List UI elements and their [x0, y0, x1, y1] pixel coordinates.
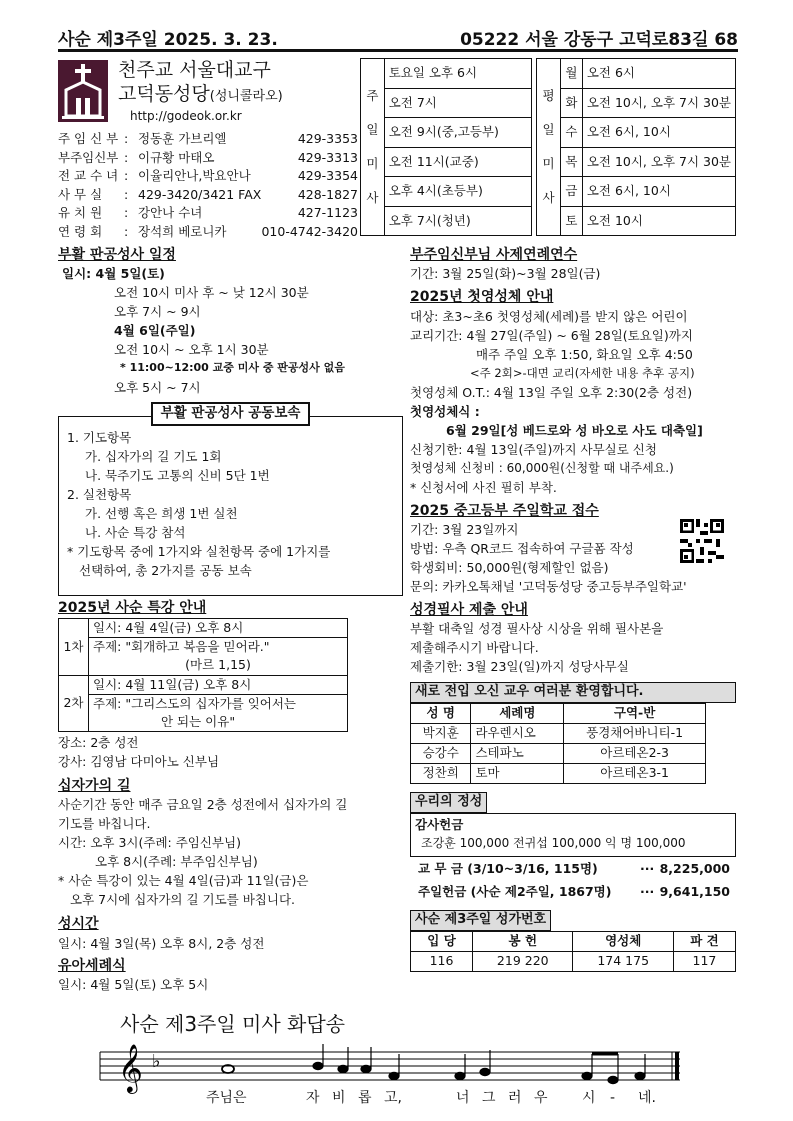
hymns-title: 사순 제3주일 성가번호 [410, 910, 551, 931]
hymn-number: 174 175 [573, 951, 673, 971]
church-logo-icon [58, 60, 108, 122]
psalm-title: 사순 제3주일 미사 화답송 [120, 1012, 345, 1036]
lecture-date: 일시: 4월 11일(금) 오후 8시 [89, 675, 348, 694]
parish-logo [58, 60, 108, 122]
svg-text:𝄞: 𝄞 [118, 1043, 143, 1092]
newcomers-cell: 스테파노 [471, 744, 564, 764]
penance-line: 나. 묵주기도 고통의 신비 5단 1번 [85, 467, 270, 483]
weekday-day: 금 [560, 177, 582, 207]
newcomers-table [410, 703, 706, 784]
weekday-time: 오전 6시 [582, 59, 735, 89]
stations-line: 시간: 오후 3시(주례: 주임신부님) [58, 835, 241, 851]
stations-line: * 사순 특강이 있는 4월 4일(금)과 11일(금)은 [58, 873, 309, 889]
colon: : [124, 205, 129, 220]
table-row [411, 764, 706, 784]
confession-line: 4월 6일(주일) [114, 323, 196, 339]
penance-line: * 기도항목 중에 1가지와 실천항목 중에 1가지를 [67, 543, 331, 559]
hymn-header: 파 견 [673, 931, 735, 951]
ss-line: 문의: 카카오톡채널 '고덕동성당 중고등부주일학교' [410, 578, 687, 594]
sunday-offering-value: 9,641,150 [659, 883, 730, 899]
penance-box [58, 416, 403, 596]
lecture-ref: (마르 1,15) [89, 656, 348, 675]
table-row [411, 724, 706, 744]
staff-phone: 429-3354 [297, 168, 358, 183]
bulletin-date: 사순 제3주일 2025. 3. 23. [58, 30, 278, 50]
hymn-header: 영성체 [573, 931, 673, 951]
penance-line: 2. 실천항목 [67, 486, 132, 502]
newcomers-header: 구역-반 [564, 704, 706, 724]
psalm-score [60, 1010, 740, 1110]
lyric-syllable: 고, [384, 1090, 402, 1106]
newcomers-cell: 아르테온2-3 [564, 744, 706, 764]
tithe-label: 교 무 금 (3/10~3/16, 115명) [418, 860, 598, 876]
stations-title: 십자가의 길 [58, 777, 131, 794]
staff-row [58, 167, 358, 186]
ss-line: 방법: 우측 QR코드 접속하여 구글폼 작성 [410, 540, 634, 556]
colon: : [124, 149, 129, 165]
holy-hour-line: 일시: 4월 3일(목) 오후 8시, 2층 성전 [58, 935, 265, 951]
weekday-day: 토 [560, 206, 582, 236]
lecture-table [58, 618, 348, 732]
weekday-time: 오전 6시, 10시 [582, 118, 735, 148]
fc-line: 매주 주일 오후 1:50, 화요일 오후 4:50 [476, 346, 693, 362]
thanks-title: 감사헌금 [415, 816, 464, 832]
sunday-school-title: 2025 중고등부 주일학교 접수 [410, 502, 599, 519]
lyric-syllable: - [610, 1090, 616, 1106]
retreat-line: 기간: 3월 25일(화)~3월 28일(금) [410, 266, 601, 282]
hymn-number: 219 220 [473, 951, 573, 971]
fc-line: 첫영성체식 : [410, 403, 480, 419]
baptism-line: 일시: 4월 5일(토) 오후 5시 [58, 976, 209, 992]
baptism-title: 유아세례식 [58, 957, 126, 974]
newcomers-header: 세례명 [471, 704, 564, 724]
staff-phone: 010-4742-3420 [261, 223, 358, 239]
weekday-mass-label: 평 일 미 사 [537, 59, 561, 236]
offering-title: 우리의 정성 [410, 792, 487, 813]
parish-name: 고덕동성당 [118, 83, 210, 105]
newcomers-header: 성 명 [411, 704, 471, 724]
sunday-offering-label: 주일헌금 (사순 제2주일, 1867명) [418, 883, 612, 899]
penance-line: 가. 십자가의 길 기도 1회 [85, 448, 222, 464]
weekday-day: 목 [560, 147, 582, 177]
first-communion-title: 2025년 첫영성체 안내 [410, 289, 554, 306]
bible-line: 제출해주시기 바랍니다. [410, 640, 539, 656]
qr-code-icon[interactable] [680, 519, 724, 563]
newcomers-cell: 아르테온3-1 [564, 764, 706, 784]
confession-line: 일시: 4월 5일(토) [62, 266, 165, 282]
staff-phone: 427-1123 [297, 205, 358, 220]
penance-title: 부활 판공성사 공동보속 [151, 402, 311, 426]
lecture-topic: 주제: "회개하고 복음을 믿어라." [89, 638, 348, 657]
fc-line: 첫영성체 신청비 : 60,000원(신청할 때 내주세요.) [410, 460, 674, 475]
newcomers-cell: 정찬희 [411, 764, 471, 784]
sunday-mass-time: 토요일 오후 6시 [384, 59, 531, 89]
hymn-header: 입 당 [411, 931, 473, 951]
mass-schedule [360, 58, 736, 236]
staff-row [58, 149, 358, 168]
ss-line: 기간: 3월 23일까지 [410, 521, 519, 537]
tithe-value: 8,225,000 [659, 860, 730, 876]
confession-line: * 11:00~12:00 교중 미사 중 판공성사 없음 [120, 361, 345, 375]
lecture-title: 2025년 사순 특강 안내 [58, 599, 207, 616]
newcomers-title: 새로 전입 오신 교우 여러분 환영합니다. [410, 682, 736, 703]
confession-line: 오후 5시 ~ 7시 [114, 380, 201, 396]
staff-list [58, 130, 358, 241]
staff-name: 정동훈 가브리엘 [138, 131, 227, 146]
confession-line: 오전 10시 ~ 오후 1시 30분 [114, 342, 269, 358]
lecture-label: 2차 [59, 675, 89, 731]
staff-row [58, 223, 358, 242]
fc-line: 대상: 초3~초6 첫영성체(세례)를 받지 않은 어린이 [410, 308, 688, 324]
staff-role: 연 령 회 [58, 223, 103, 239]
left-column [58, 245, 403, 995]
fc-line: <주 2회>-대면 교리(자세한 내용 추후 공지) [470, 365, 695, 380]
stations-line: 오후 7시에 십자가의 길 기도를 바칩니다. [70, 892, 295, 908]
fc-line: 교리기간: 4월 27일(주일) ~ 6월 28일(토요일)까지 [410, 327, 693, 343]
spacer [531, 206, 537, 236]
lyric-syllable: 우 [534, 1090, 548, 1106]
confession-title: 부활 판공성사 일정 [58, 247, 176, 263]
lyric-syllable: 롭 [358, 1090, 372, 1106]
bible-line: 부활 대축일 성경 필사상 시상을 위해 필사본을 [410, 621, 664, 637]
sunday-offering-row [410, 883, 738, 902]
lyric-syllable: 네. [638, 1090, 656, 1106]
holy-hour-title: 성시간 [58, 916, 99, 933]
penance-line: 나. 사순 특강 참석 [85, 524, 186, 540]
staff-name: 강안나 수녀 [138, 205, 203, 220]
sunday-mass-time: 오후 4시(초등부) [384, 177, 531, 207]
fc-line: 6월 29일[성 베드로와 성 바오로 사도 대축일] [446, 422, 703, 438]
colon: : [124, 131, 129, 146]
retreat-title: 부주임신부님 사제연례연수 [410, 247, 578, 263]
confession-line: 오후 7시 ~ 9시 [114, 304, 201, 320]
newcomers-cell: 라우렌시오 [471, 724, 564, 744]
hymn-number: 117 [673, 951, 735, 971]
spacer [531, 118, 537, 148]
parish-address: 05222 서울 강동구 고덕로83길 68 [460, 30, 738, 50]
lyric-syllable: 시 [582, 1090, 596, 1106]
lyric-syllable: 러 [508, 1090, 522, 1106]
fc-line: * 신청서에 사진 필히 부착. [410, 479, 557, 495]
parish-url[interactable]: http://godeok.or.kr [130, 109, 242, 123]
parish-patron: (성니콜라오) [209, 89, 283, 104]
weekday-day: 수 [560, 118, 582, 148]
parish-title [118, 58, 283, 109]
spacer [531, 88, 537, 118]
newcomers-cell: 풍경채어바니티-1 [564, 724, 706, 744]
spacer [531, 177, 537, 207]
lyric-syllable: 너 [456, 1090, 470, 1106]
thanks-donors: 조강훈 100,000 전귀섭 100,000 익 명 100,000 [421, 835, 686, 850]
staff-role: 전 교 수 녀 [58, 168, 119, 183]
stations-line: 오후 8시(주례: 부주임신부님) [95, 854, 258, 870]
colon: : [124, 223, 129, 239]
lecture-speaker: 강사: 김영남 다미아노 신부님 [58, 753, 220, 769]
bible-line: 제출기한: 3월 23일(일)까지 성당사무실 [410, 659, 629, 675]
lyric-syllable: 비 [332, 1090, 346, 1106]
ss-line: 학생회비: 50,000원(형제할인 없음) [410, 559, 609, 575]
staff-row [58, 186, 358, 205]
lecture-label: 1차 [59, 619, 89, 675]
penance-line: 1. 기도항목 [67, 429, 132, 445]
staff-name: 이율리안나,박요안나 [138, 168, 251, 183]
sunday-mass-time: 오후 7시(청년) [384, 206, 531, 236]
staff-phone: 429-3353 [297, 131, 358, 146]
weekday-time: 오전 10시, 오후 7시 30분 [582, 88, 735, 118]
hymn-number: 116 [411, 951, 473, 971]
staff-name: 이규황 마태오 [138, 149, 215, 165]
confession-line: 오전 10시 미사 후 ~ 낮 12시 30분 [114, 285, 309, 301]
sunday-mass-time: 오전 11시(교중) [384, 147, 531, 177]
thanks-box [410, 813, 736, 857]
newcomers-cell: 승강수 [411, 744, 471, 764]
spacer [531, 147, 537, 177]
lecture-topic: 주제: "그리스도의 십자가를 잊어서는 [89, 694, 348, 713]
diocese-name: 천주교 서울대교구 [118, 59, 271, 81]
newcomers-cell: 토마 [471, 764, 564, 784]
bible-title: 성경필사 제출 안내 [410, 601, 528, 618]
staff-name: 장석희 베로니카 [138, 223, 227, 239]
lecture-ref: 안 되는 이유" [89, 713, 348, 732]
lyric-syllable: 주님은 [206, 1090, 247, 1106]
tithe-row [410, 860, 738, 879]
lyric-syllable: 그 [482, 1090, 496, 1106]
hymn-header: 봉 헌 [473, 931, 573, 951]
hymns-table [410, 931, 736, 972]
fc-line: 신청기한: 4월 13일(주일)까지 사무실로 신청 [410, 441, 657, 457]
lecture-place: 장소: 2층 성전 [58, 734, 139, 750]
newcomers-cell: 박지훈 [411, 724, 471, 744]
staff-phone: 428-1827 [297, 186, 358, 202]
staff-role: 사 무 실 [58, 186, 103, 202]
fc-line: 첫영성체 O.T.: 4월 13일 주일 오후 2:30(2층 성전) [410, 384, 693, 400]
lecture-date: 일시: 4월 4일(금) 오후 8시 [89, 619, 348, 638]
table-row [411, 744, 706, 764]
dots: ··· [640, 860, 655, 876]
weekday-time: 오전 6시, 10시 [582, 177, 735, 207]
colon: : [124, 168, 129, 183]
right-column [410, 245, 738, 972]
staff-role: 유 치 원 [58, 205, 103, 220]
penance-line: 가. 선행 혹은 희생 1번 실천 [85, 505, 238, 521]
stations-line: 사순기간 동안 매주 금요일 2층 성전에서 십자가의 길 [58, 797, 348, 813]
weekday-time: 오전 10시, 오후 7시 30분 [582, 147, 735, 177]
staff-phone: 429-3313 [297, 149, 358, 165]
sunday-mass-time: 오전 7시 [384, 88, 531, 118]
dots: ··· [640, 883, 655, 899]
stations-line: 기도를 바칩니다. [58, 816, 151, 832]
sunday-mass-time: 오전 9시(중,고등부) [384, 118, 531, 148]
staff-role: 부주임신부 [58, 149, 119, 165]
top-bar [58, 28, 738, 52]
staff-role: 주 임 신 부 [58, 131, 119, 146]
weekday-day: 화 [560, 88, 582, 118]
staff-row [58, 204, 358, 223]
colon: : [124, 186, 129, 202]
staff-row [58, 130, 358, 149]
sunday-mass-label: 주 일 미 사 [361, 59, 385, 236]
penance-line: 선택하여, 총 2가지를 공동 보속 [79, 562, 252, 578]
weekday-time: 오전 10시 [582, 206, 735, 236]
svg-text:♭: ♭ [152, 1051, 161, 1072]
weekday-day: 월 [560, 59, 582, 89]
lyric-syllable: 자 [306, 1090, 320, 1106]
staff-name: 429-3420/3421 FAX [138, 186, 262, 202]
